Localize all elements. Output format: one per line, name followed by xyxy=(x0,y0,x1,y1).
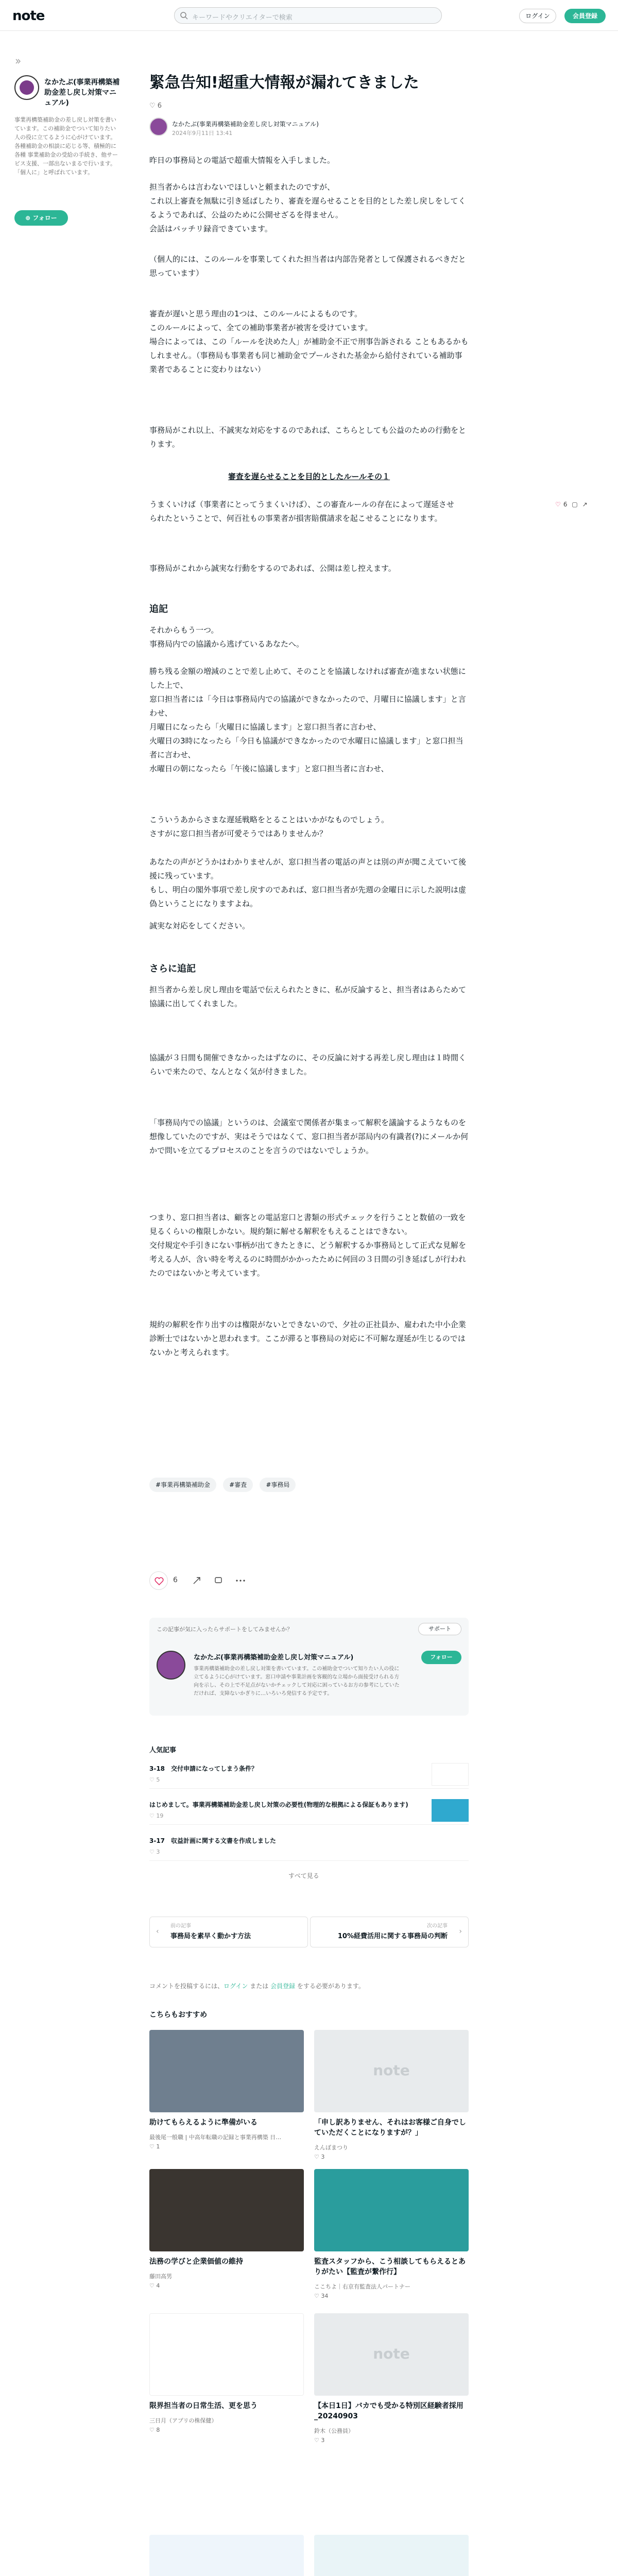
creator-bio: 事業再構築補助金の差し戻し対策を書いています。この補助金でついて知りたい人の役に立てるように心がけています。窓口申請や事業計画を客観的な立場から面接受けられる方向を示し、その上で不足点がないかチェックして対応に困っているお方の参考にしていただければ、支障ないかぎりに…いろいろ発信する予定です。 xyxy=(194,1666,400,1697)
thumbnail xyxy=(314,2535,469,2576)
author-avatar[interactable] xyxy=(149,117,168,136)
reaction-bar xyxy=(149,1571,304,1590)
top-like-count[interactable]: ♡ 6 xyxy=(149,102,162,110)
support-button[interactable]: サポート xyxy=(418,1623,461,1635)
thumbnail xyxy=(314,2169,469,2251)
thumbnail xyxy=(432,1799,469,1822)
heart-icon[interactable]: ♡ xyxy=(555,501,561,508)
sidebar-avatar[interactable] xyxy=(14,75,39,100)
sidebar-toggle-icon[interactable] xyxy=(14,58,22,65)
site-header xyxy=(0,0,618,31)
search-icon xyxy=(180,11,188,20)
person-plus-icon: ⊕ xyxy=(25,214,33,222)
heart-icon: ♡ xyxy=(149,1812,157,1819)
thumbnail xyxy=(149,2313,304,2396)
publish-date: 2024年9月11日 13:41 xyxy=(172,130,233,137)
rule-heading: 審査を遅らせることを目的としたルールその１ xyxy=(228,472,390,481)
floating-actions xyxy=(555,499,617,511)
thumbnail xyxy=(149,2535,304,2576)
paragraph: つまり、窓口担当者は、顧客との電話窓口と書類の形式チェックを行うことと数値の一致を見るくらいの権限しかない。規約類に解せる解釈をもえることはできない。 交付規定や手引きにない事柄が出てきたときに、どう解釈するか事務局として正式な見解を考える人が、含い時を考えるのに時間がかかったために何回の３日間の引き延ばしが行われたのではないかと考えています。 xyxy=(149,1213,467,1278)
share-icon[interactable] xyxy=(193,1577,201,1585)
paragraph: 担当者からは言わないでほしいと頼まれたのですが、 これ以上審査を無駄に引き延ばしたり、審査を遅らせることを目的とした差し戻しをしてくるようであれば、公益のために公開せざるを得ません。 会話はバッチリ録音できています。 xyxy=(149,182,466,233)
thumbnail: note xyxy=(314,2313,469,2396)
next-article-link[interactable]: 次の記事 10%経費活用に関する事務局の判断 › xyxy=(310,1917,469,1947)
heart-icon: ♡ xyxy=(314,2293,321,2299)
like-button[interactable] xyxy=(149,1571,168,1590)
heart-icon: ♡ xyxy=(314,2437,321,2444)
popular-item[interactable]: はじめまして。事業再構築補助金差し戻し対策の必要性(物理的な根拠による保証もあります) ♡ 19 xyxy=(149,1798,469,1825)
side-like-count: 6 xyxy=(563,501,568,508)
sidebar-creator-bio: 事業再構築補助金の差し戻し対策を書いています。この補助金でついて知りたい人の役に立てるように心がけています。各種補助金の相談に応じる等、積極的に各種 事業補助金の受給の手続き、他サービス支援、一部出ないまるで行います。「個人に」と呼ばれています。 xyxy=(14,116,118,176)
section-heading: 追記 xyxy=(149,604,168,615)
share-icon[interactable]: ↗ xyxy=(580,501,588,508)
prev-article-link[interactable]: ‹ 前の記事 事務局を素早く動かす方法 xyxy=(149,1917,308,1947)
paragraph: あなたの声がどうかはわかりませんが、窓口担当者の電話の声とは別の声が聞こえていて後援に残っています。 もし、明白の閣外事項で差し戻すのであれば、窓口担当者が先週の金曜日に示した説明は虚偽ということになりますよね。 xyxy=(149,857,467,908)
chevron-right-icon: › xyxy=(459,1927,462,1936)
support-box xyxy=(149,1618,469,1716)
thumbnail xyxy=(149,2030,304,2112)
heart-icon: ♡ xyxy=(149,2143,157,2150)
sidebar-follow-button[interactable]: ⊕ フォロー xyxy=(14,210,68,226)
comment-login-note: コメントを投稿するには、ログイン または 会員登録 をする必要があります。 xyxy=(149,1982,365,1990)
recommend-heading: こちらもおすすめ xyxy=(149,2011,208,2019)
hashtag-list xyxy=(149,1478,458,1493)
comment-icon[interactable] xyxy=(214,1577,222,1585)
login-link[interactable]: ログイン xyxy=(224,1982,248,1990)
paragraph: （個人的には、このルールを事業してくれた担当者は内部告発者として保護されるべきだと思っています） xyxy=(149,255,466,278)
thumbnail xyxy=(149,2169,304,2251)
creator-name[interactable]: なかたぶ(事業再構築補助金差し戻し対策マニュアル) xyxy=(194,1654,354,1662)
support-question: この記事が気に入ったらサポートをしてみませんか？ xyxy=(157,1626,293,1633)
search-input[interactable] xyxy=(174,7,442,24)
paragraph: 「事務局内での協議」というのは、会議室で関係者が集まって解釈を議論するようなものを想像していたのですが、実はそうではなくて、窓口担当者が部局内の有識者(?)にメールか何かで問いを立てるプロセスのことを言うのではないでしょうか。 xyxy=(149,1118,469,1155)
signup-link[interactable]: 会員登録 xyxy=(270,1982,296,1990)
heart-icon: ♡ xyxy=(149,2282,157,2289)
creator-avatar[interactable] xyxy=(157,1651,185,1680)
paragraph: 担当者から差し戻し理由を電話で伝えられたときに、私が反論すると、担当者はあらためて協議に出してくれました。 xyxy=(149,985,467,1008)
hashtag[interactable]: #審査 xyxy=(223,1478,253,1492)
login-button[interactable]: ログイン xyxy=(519,9,556,23)
more-icon[interactable] xyxy=(236,1580,245,1582)
paragraph: 事務局がこれ以上、不誠実な対応をするのであれば、こちらとしても公益のための行動をとります。 xyxy=(149,426,467,449)
paragraph: 昨日の事務局との電話で超重大情報を入手しました。 xyxy=(149,156,335,165)
paragraph: それからもう一つ。 事務局内での協議から逃げているあなたへ。 xyxy=(149,625,304,649)
paragraph: 規約の解釈を作り出すのは権限がないとできないので、夕社の正社員か、雇われた中小企業診断士ではないかと思われます。ここが滞ると事務局の対応に不可解な遅延が生じるのではないかと考えられます。 xyxy=(149,1320,466,1357)
paragraph: うまくいけば（事業者にとってうまくいけば）、この審査ルールの存在によって遅延させられたということで、何百社もの事業者が損害賠償請求を起こせることになります。 xyxy=(149,500,454,523)
note-logo[interactable]: note xyxy=(12,8,45,24)
follow-button[interactable]: フォロー xyxy=(421,1651,461,1664)
paragraph: 協議が３日間も開催できなかったはずなのに、その反論に対する再差し戻し理由は１時間くらいで来たので、なんとなく気が付きました。 xyxy=(149,1053,467,1076)
paragraph: 勝ち残る金額の増減のことで差し止めて、そのことを協議しなければ審査が進まない状態にした上で、 窓口担当者には「今日は事務局内での協議ができなかったので、月曜日に協議します」と言わせ、 月曜日になったら「火曜日に協議します」と窓口担当者に言わせ、 火曜日の3時になったら「今日も協議ができなかったので水曜日に協議します」と窓口担当者に言わせ、 水曜日の朝になったら「午後に協議します」と窓口担当者に言わせ、 xyxy=(149,667,466,773)
paragraph: 事務局がこれから誠実な行動をするのであれば、公開は差し控えます。 xyxy=(149,564,396,573)
search-placeholder: キーワードやクリエイターで検索 xyxy=(192,14,293,22)
heart-icon: ♡ xyxy=(314,2154,321,2160)
paragraph: 審査が遅いと思う理由の1つは、このルールによるものです。 このルールによって、全ての補助事業者が被害を受けています。 場合によっては、この「ルールを決めた人」が補助金不正で刑事告訴される こともあるかもしれません。（事務局も事業者も同じ補助金でプールされた基金から給付されている補助事業者であることに変わりはない） xyxy=(149,309,469,374)
author-name[interactable]: なかたぶ(事業再構築補助金差し戻し対策マニュアル) xyxy=(172,121,319,128)
heart-icon: ♡ xyxy=(149,1776,157,1783)
like-count: 6 xyxy=(173,1576,178,1584)
paragraph: こういうあからさまな遅延戦略をとることはいかがなものでしょう。 さすがに窓口担当者が可愛そうではありませんか？ xyxy=(149,815,389,838)
paragraph: 誠実な対応をしてください。 xyxy=(149,921,250,930)
popular-heading: 人気記事 xyxy=(149,1747,177,1754)
popular-item[interactable]: 3-17 収益計画に関する文書を作成しました ♡ 3 xyxy=(149,1834,469,1861)
signup-button[interactable]: 会員登録 xyxy=(564,9,606,23)
heart-icon xyxy=(154,1577,164,1585)
heart-icon: ♡ xyxy=(149,102,158,110)
see-all-link[interactable]: すべて見る xyxy=(288,1872,319,1879)
thumbnail: note xyxy=(314,2030,469,2112)
heart-icon: ♡ xyxy=(149,2427,157,2433)
heart-icon: ♡ xyxy=(149,1849,157,1855)
sidebar-creator-name[interactable]: なかたぶ(事業再構築補助金差し戻し対策マニュアル) xyxy=(44,78,120,107)
section-heading: さらに追記 xyxy=(149,963,196,974)
thumbnail xyxy=(432,1763,469,1786)
hashtag[interactable]: #事業再構築補助金 xyxy=(149,1478,216,1492)
comment-icon[interactable]: ▢ xyxy=(570,501,578,508)
article-title: 緊急告知!超重大情報が漏れてきました xyxy=(149,74,419,92)
hashtag[interactable]: #事務局 xyxy=(260,1478,296,1492)
chevron-left-icon: ‹ xyxy=(156,1927,159,1936)
popular-item[interactable]: 3-18 交付申請になってしまう条件？ ♡ 5 xyxy=(149,1762,469,1789)
